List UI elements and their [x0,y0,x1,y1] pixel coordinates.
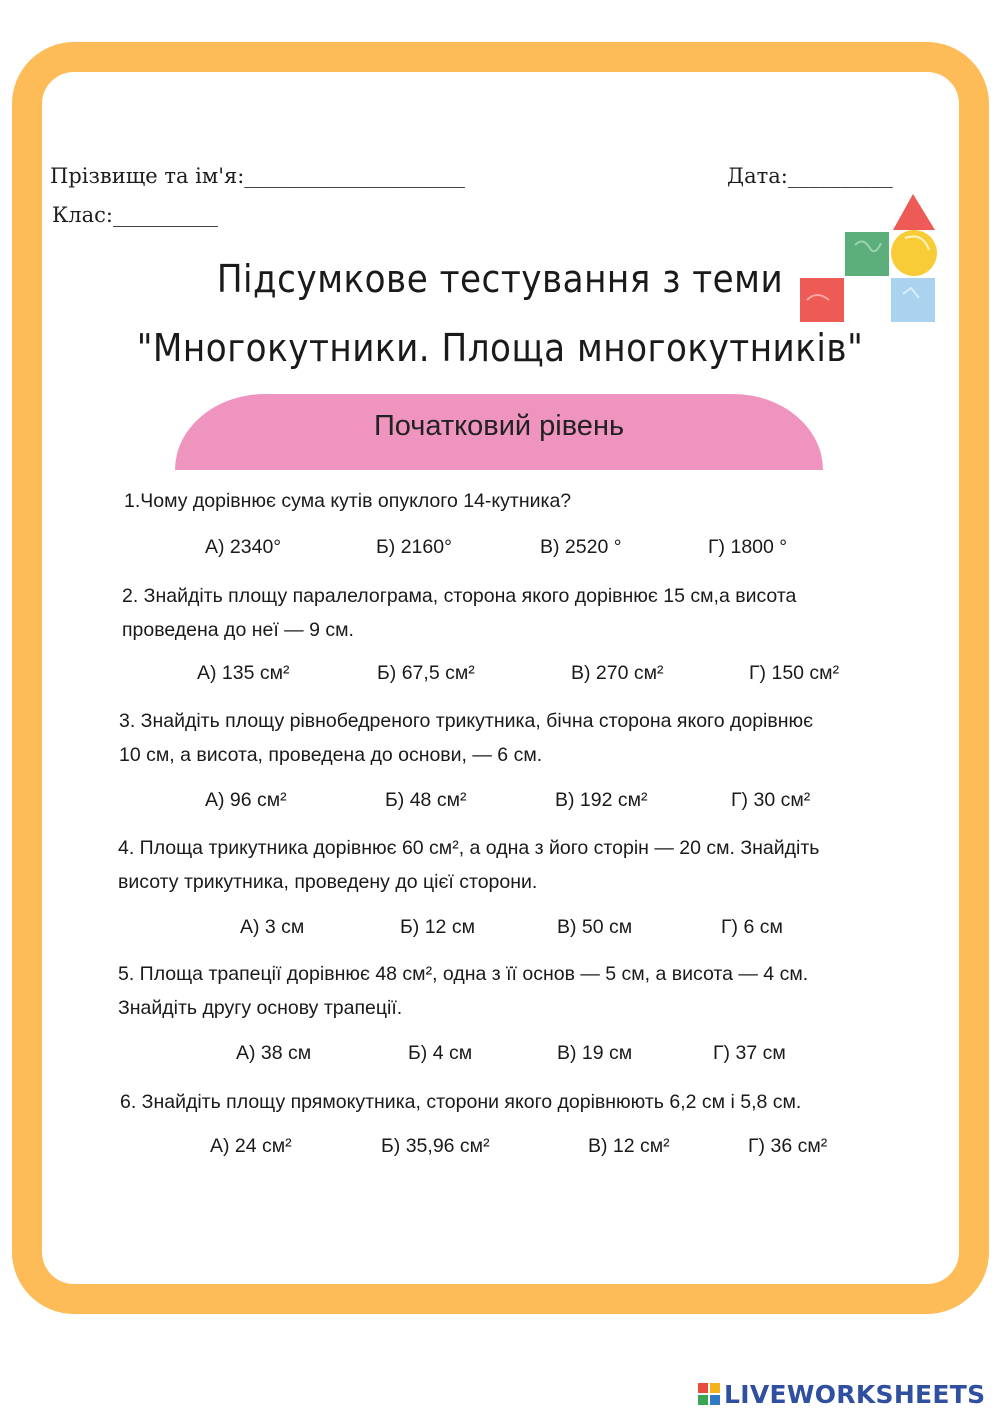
question-3-line-1: 3. Знайдіть площу рівнобедреного трикутника, бічна сторона якого дорівнює [119,710,814,732]
q6-option-a[interactable]: А) 24 см² [210,1135,292,1157]
question-5-line-1: 5. Площа трапеції дорівнює 48 см², одна з її основ — 5 см, а висота — 4 см. [118,963,809,985]
question-1-text: 1.Чому дорівнює сума кутів опуклого 14-кутника? [124,490,572,512]
title-line-1: Підсумкове тестування з теми [216,257,784,301]
q3-option-b[interactable]: Б) 48 см² [385,789,467,811]
q2-option-d[interactable]: Г) 150 см² [749,662,840,684]
q6-option-c[interactable]: В) 12 см² [588,1135,670,1157]
q5-option-a[interactable]: А) 38 см [236,1042,312,1064]
q4-option-d[interactable]: Г) 6 см [721,916,783,938]
question-2-line-1: 2. Знайдіть площу паралелограма, сторона якого дорівнює 15 см,а висота [122,585,797,607]
q2-option-b[interactable]: Б) 67,5 см² [377,662,475,684]
date-field: Дата:__________ [727,164,893,188]
q3-option-c[interactable]: В) 192 см² [555,789,648,811]
triangle-shape [893,194,935,230]
q4-option-a[interactable]: А) 3 см [240,916,305,938]
question-4-line-1: 4. Площа трикутника дорівнює 60 см², а одна з його сторін — 20 см. Знайдіть [118,837,820,859]
question-2-line-2: проведена до неї — 9 см. [122,619,354,641]
liveworksheets-logo-icon [698,1381,722,1407]
q2-option-a[interactable]: А) 135 см² [197,662,290,684]
q1-option-a[interactable]: А) 2340° [205,536,282,558]
q2-option-c[interactable]: В) 270 см² [571,662,664,684]
q5-option-d[interactable]: Г) 37 см [713,1042,786,1064]
title-line-2: "Многокутники. Площа многокутників" [136,326,864,370]
q3-option-d[interactable]: Г) 30 см² [731,789,811,811]
level-banner [175,394,823,470]
q1-option-c[interactable]: В) 2520 ° [540,536,622,558]
q3-option-a[interactable]: А) 96 см² [205,789,287,811]
brand-name: LIVEWORKSHEETS [724,1379,986,1409]
question-3-line-2: 10 см, а висота, проведена до основи, — 6 см. [119,744,543,766]
student-name-field: Прізвище та ім'я:_____________________ [50,164,465,188]
question-6-text: 6. Знайдіть площу прямокутника, сторони якого дорівнюють 6,2 см і 5,8 см. [120,1091,802,1113]
q6-option-d[interactable]: Г) 36 см² [748,1135,828,1157]
level-label: Початковий рівень [373,410,625,442]
q5-option-c[interactable]: В) 19 см [557,1042,633,1064]
q4-option-b[interactable]: Б) 12 см [400,916,475,938]
question-4-line-2: висоту трикутника, проведену до цієї сторони. [118,871,538,893]
q6-option-b[interactable]: Б) 35,96 см² [381,1135,490,1157]
q1-option-d[interactable]: Г) 1800 ° [708,536,788,558]
q4-option-c[interactable]: В) 50 см [557,916,633,938]
q1-option-b[interactable]: Б) 2160° [376,536,452,558]
brand-footer[interactable] [698,1376,985,1412]
class-field: Клас:__________ [52,203,218,227]
q5-option-b[interactable]: Б) 4 см [408,1042,473,1064]
question-5-line-2: Знайдіть другу основу трапеції. [118,997,403,1019]
